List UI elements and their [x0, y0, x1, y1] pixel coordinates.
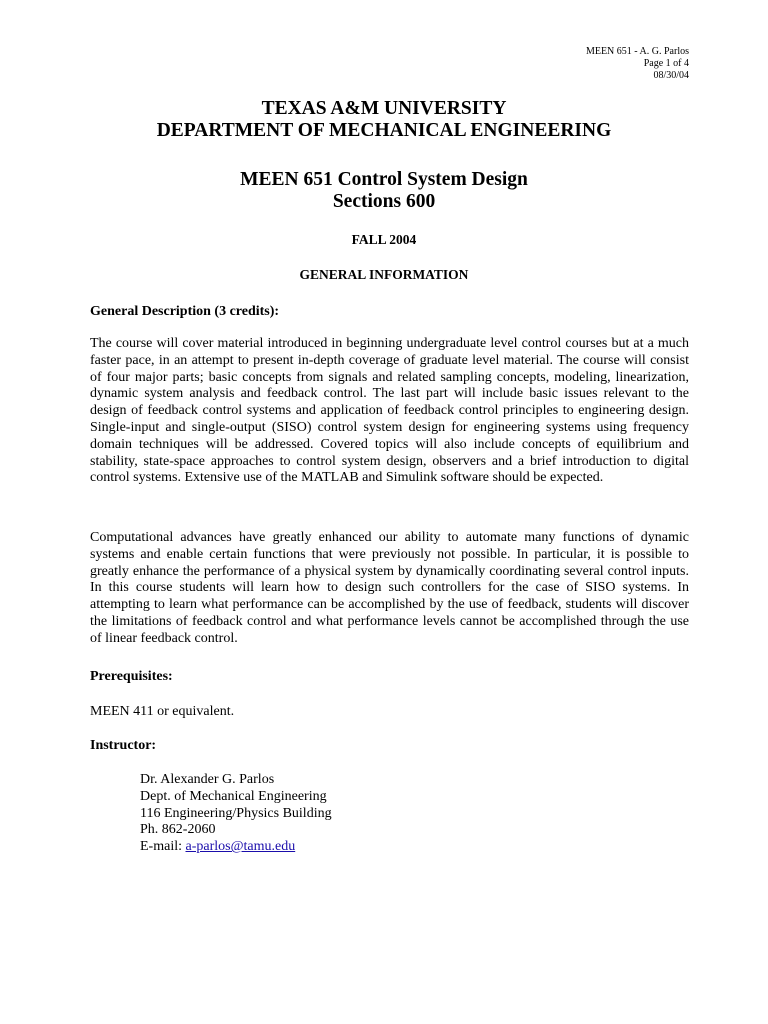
instructor-name: Dr. Alexander G. Parlos: [140, 772, 275, 787]
general-description-para-1: The course will cover material introduced in beginning undergraduate level control courses but at a much faster pace, in an attempt to present in-depth coverage of graduate level material. The course will consist of four major parts; basic concepts from signals and related sampling concepts, modeling, linearization, dynamic system analysis and feedback control. The last part will include basic issues relevant to the design of feedback control systems and application of feedback control principles to engineering design. Single-input and single-output (SISO) control system design for engineering systems using frequency domain techniques will be addressed. Covered topics will also include concepts of equilibrium and stability, state-space approaches to control system design, observers and a brief introduction to digital control systems. Extensive use of the MATLAB and Simulink software should be expected.: [90, 336, 689, 486]
document-type: GENERAL INFORMATION: [299, 267, 469, 282]
header-date: 08/30/04: [653, 70, 689, 81]
university-name: TEXAS A&M UNIVERSITY: [261, 98, 507, 119]
instructor-dept: Dept. of Mechanical Engineering: [140, 788, 327, 804]
course-sections: Sections 600: [332, 191, 436, 212]
course-title: [0, 169, 768, 213]
header-course-author: MEEN 651 - A. G. Parlos: [585, 46, 689, 57]
prerequisites-heading: Prerequisites:: [90, 669, 173, 684]
instructor-email-line: [140, 839, 332, 856]
email-link[interactable]: a-parlos@tamu.edu: [185, 839, 296, 855]
general-description-para-2: Computational advances have greatly enhanced our ability to automate many functions of dynamic systems and enable certain functions that were previously not possible. In particular, it is possible to greatly enhance the performance of a physical system by dynamically coordinating several control inputs. In this course students will learn how to design such controllers for the case of SISO systems. In attempting to learn what performance can be accomplished by the use of feedback, students will discover the limitations of feedback control and what performance levels cannot be accomplished through the use of linear feedback control.: [90, 530, 689, 646]
prerequisites-text: MEEN 411 or equivalent.: [90, 704, 235, 719]
instructor-contact: [140, 772, 332, 856]
course-name: MEEN 651 Control System Design: [240, 169, 528, 190]
page-header: [586, 46, 689, 82]
general-description-heading: General Description (3 credits):: [90, 304, 280, 319]
term: FALL 2004: [351, 232, 417, 247]
instructor-phone: Ph. 862-2060: [140, 822, 216, 838]
header-page-number: Page 1 of 4: [643, 58, 689, 69]
instructor-building: 116 Engineering/Physics Building: [140, 805, 332, 821]
email-label: E-mail:: [140, 839, 182, 855]
university-title: [0, 98, 768, 142]
instructor-heading: Instructor:: [90, 738, 157, 753]
department-name: DEPARTMENT OF MECHANICAL ENGINEERING: [156, 120, 612, 141]
